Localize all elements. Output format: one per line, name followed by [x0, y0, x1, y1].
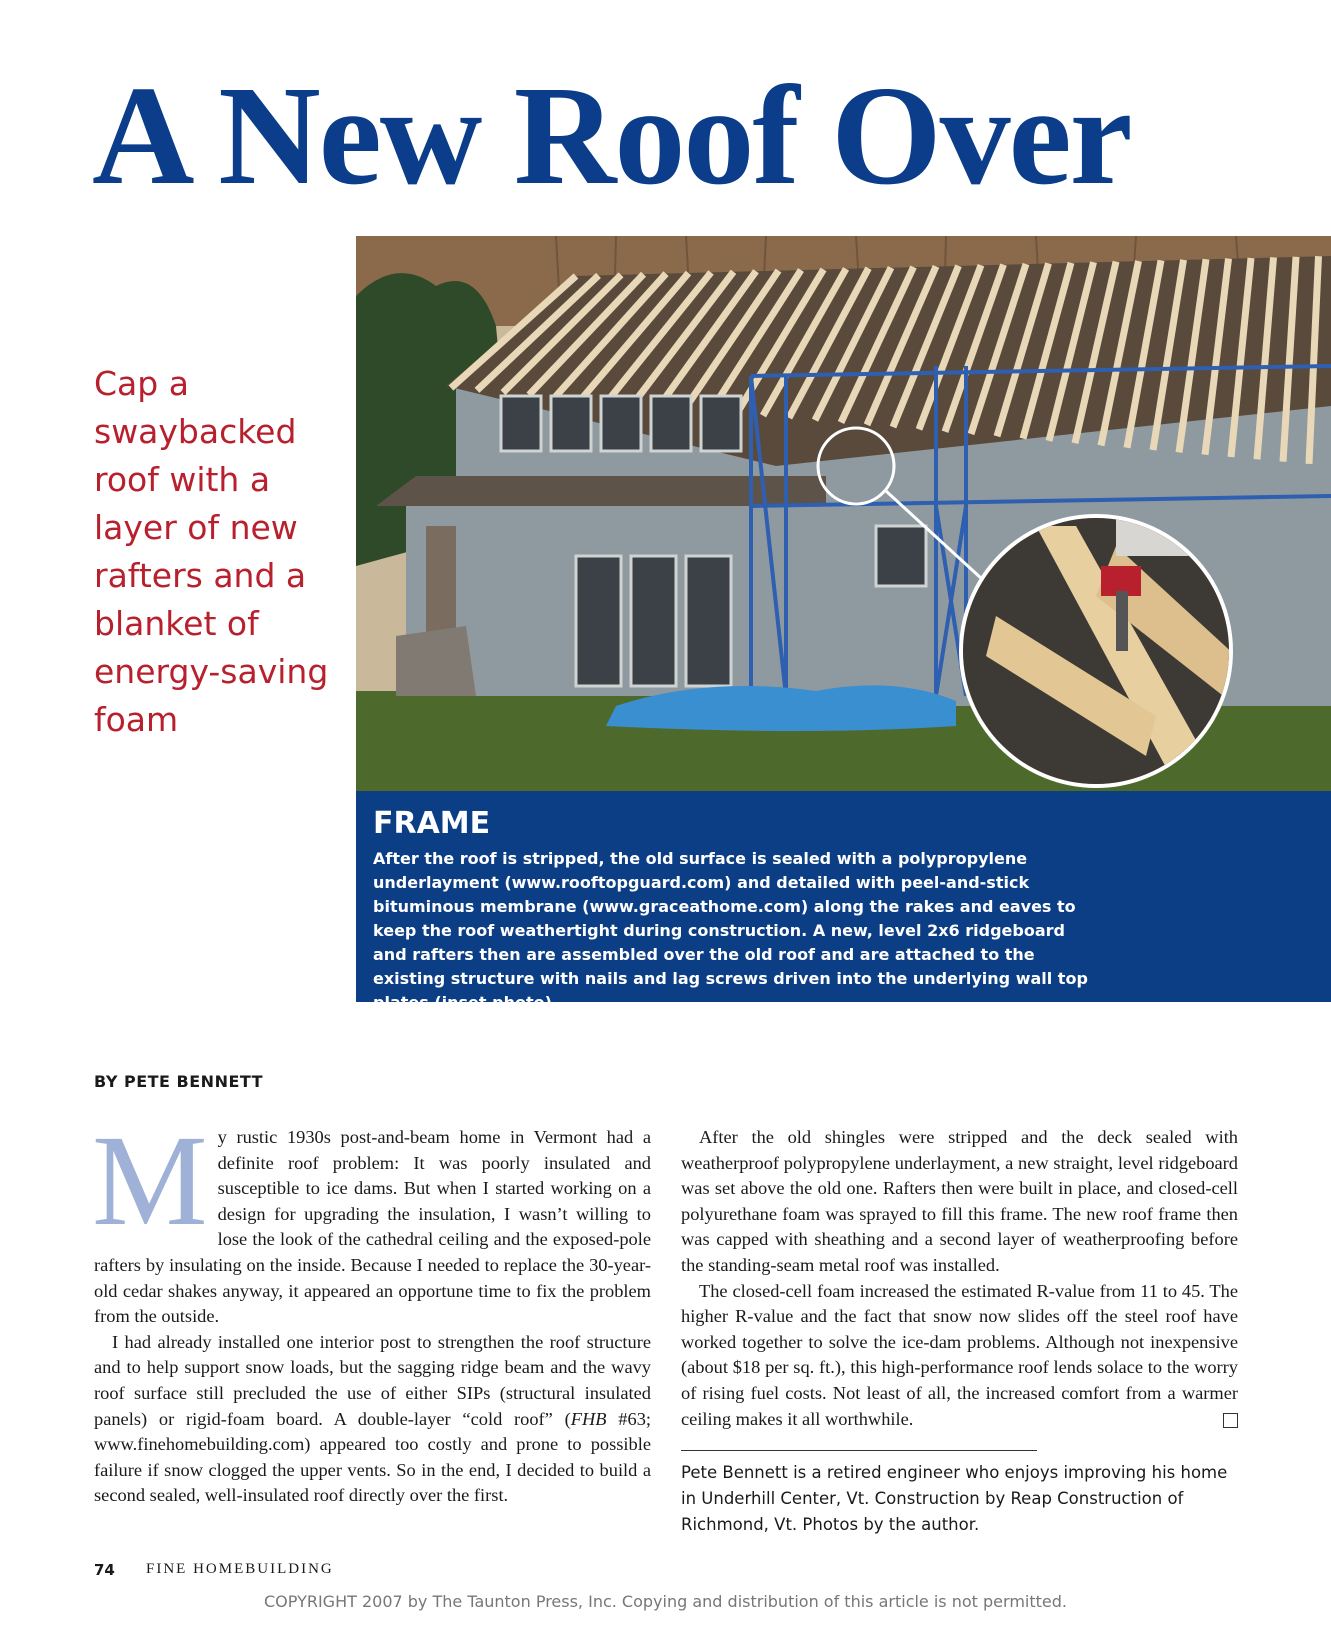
copyright-notice: COPYRIGHT 2007 by The Taunton Press, Inc. Copying and distribution of this article is not permitted. — [264, 1592, 1067, 1611]
house-photo — [356, 236, 1331, 791]
article-paragraph-4 — [681, 1279, 1238, 1433]
magazine-name: FINE HOMEBUILDING — [146, 1561, 334, 1577]
paragraph-1-text: y rustic 1930s post-and-beam home in Vermont had a definite roof problem: It was poorly insulated and susceptible to ice dams. But when I started working on a design for upgrading the insulation, I wasn’t willing to lose the look of the cathedral ceiling and the exposed-pole rafters by insulating on the inside. Because I needed to replace the 30-year-old cedar shakes anyway, it appeared an opportune time to fix the problem from the outside. — [94, 1127, 651, 1327]
house-photo-illustration — [356, 236, 1331, 791]
paragraph-2-emphasis: FHB — [570, 1408, 607, 1429]
end-of-article-mark — [1223, 1413, 1238, 1428]
article-paragraph-3: After the old shingles were stripped and the deck sealed with weatherproof polypropylene underlayment, a new straight, level ridgeboard was set above the old one. Rafters then were built in place, and closed-cell polyurethane foam was sprayed to fill this frame. The new roof frame then was capped with sheathing and a second layer of weatherproofing before the standing-seam metal roof was installed. — [681, 1127, 1238, 1275]
photo-caption — [356, 791, 1331, 1012]
paragraph-4-text: The closed-cell foam increased the estimated R-value from 11 to 45. The higher R-value and the fact that snow now slides off the steel roof have worked together to solve the ice-dam problems. Although not inexpensive (about $18 per sq. ft.), this high-performance roof lends solace to the worry of rising fuel costs. Not least of all, the increased comfort from a warmer ceiling makes it all worthwhile. — [681, 1280, 1238, 1429]
bio-divider — [681, 1450, 1037, 1451]
article-column-right — [681, 1125, 1238, 1432]
caption-heading: FRAME — [373, 806, 491, 841]
headline: A New Roof Over — [92, 56, 1131, 214]
paragraph-2-text-a: I had already installed one interior post to strengthen the roof structure and to help support snow loads, but the sagging ridge beam and the wavy roof surface still precluded the use of either SIPs (structural insulated panels) or rigid-foam board. A double-layer “cold roof” ( — [94, 1331, 651, 1429]
caption-text: After the roof is stripped, the old surface is sealed with a polypropylene underlayment (www.rooftopguard.com) and detailed with peel-and-stick bituminous membrane (www.graceathome.com) along the rakes and eaves to keep the roof weathertight during construction. A new, level 2x6 ridgeboard and rafters then are assembled over the old roof and are attached to the existing structure with nails and lag screws driven into the underlying wall top plates (inset photo). — [373, 849, 1088, 1012]
byline: BY PETE BENNETT — [94, 1072, 264, 1091]
article-column-left — [92, 1109, 651, 1509]
page-number: 74 — [94, 1561, 115, 1579]
author-bio: Pete Bennett is a retired engineer who enjoys improving his home in Underhill Center, Vt. Construction by Reap Construction of Richmond, Vt. Photos by the author. — [681, 1463, 1228, 1534]
deck-subtitle: Cap a swaybacked roof with a layer of new rafters and a blanket of energy-saving foam — [94, 364, 329, 739]
paragraph-2-text-b: #63; www.finehomebuilding.com) appeared too costly and prone to possible failure if snow clogged the upper vents. So in the end, I decided to build a second sealed, well-insulated roof directly over the first. — [94, 1408, 651, 1506]
article-paragraph-2 — [94, 1330, 651, 1509]
drop-cap: M — [92, 1109, 208, 1253]
article-paragraph-1 — [92, 1109, 651, 1330]
